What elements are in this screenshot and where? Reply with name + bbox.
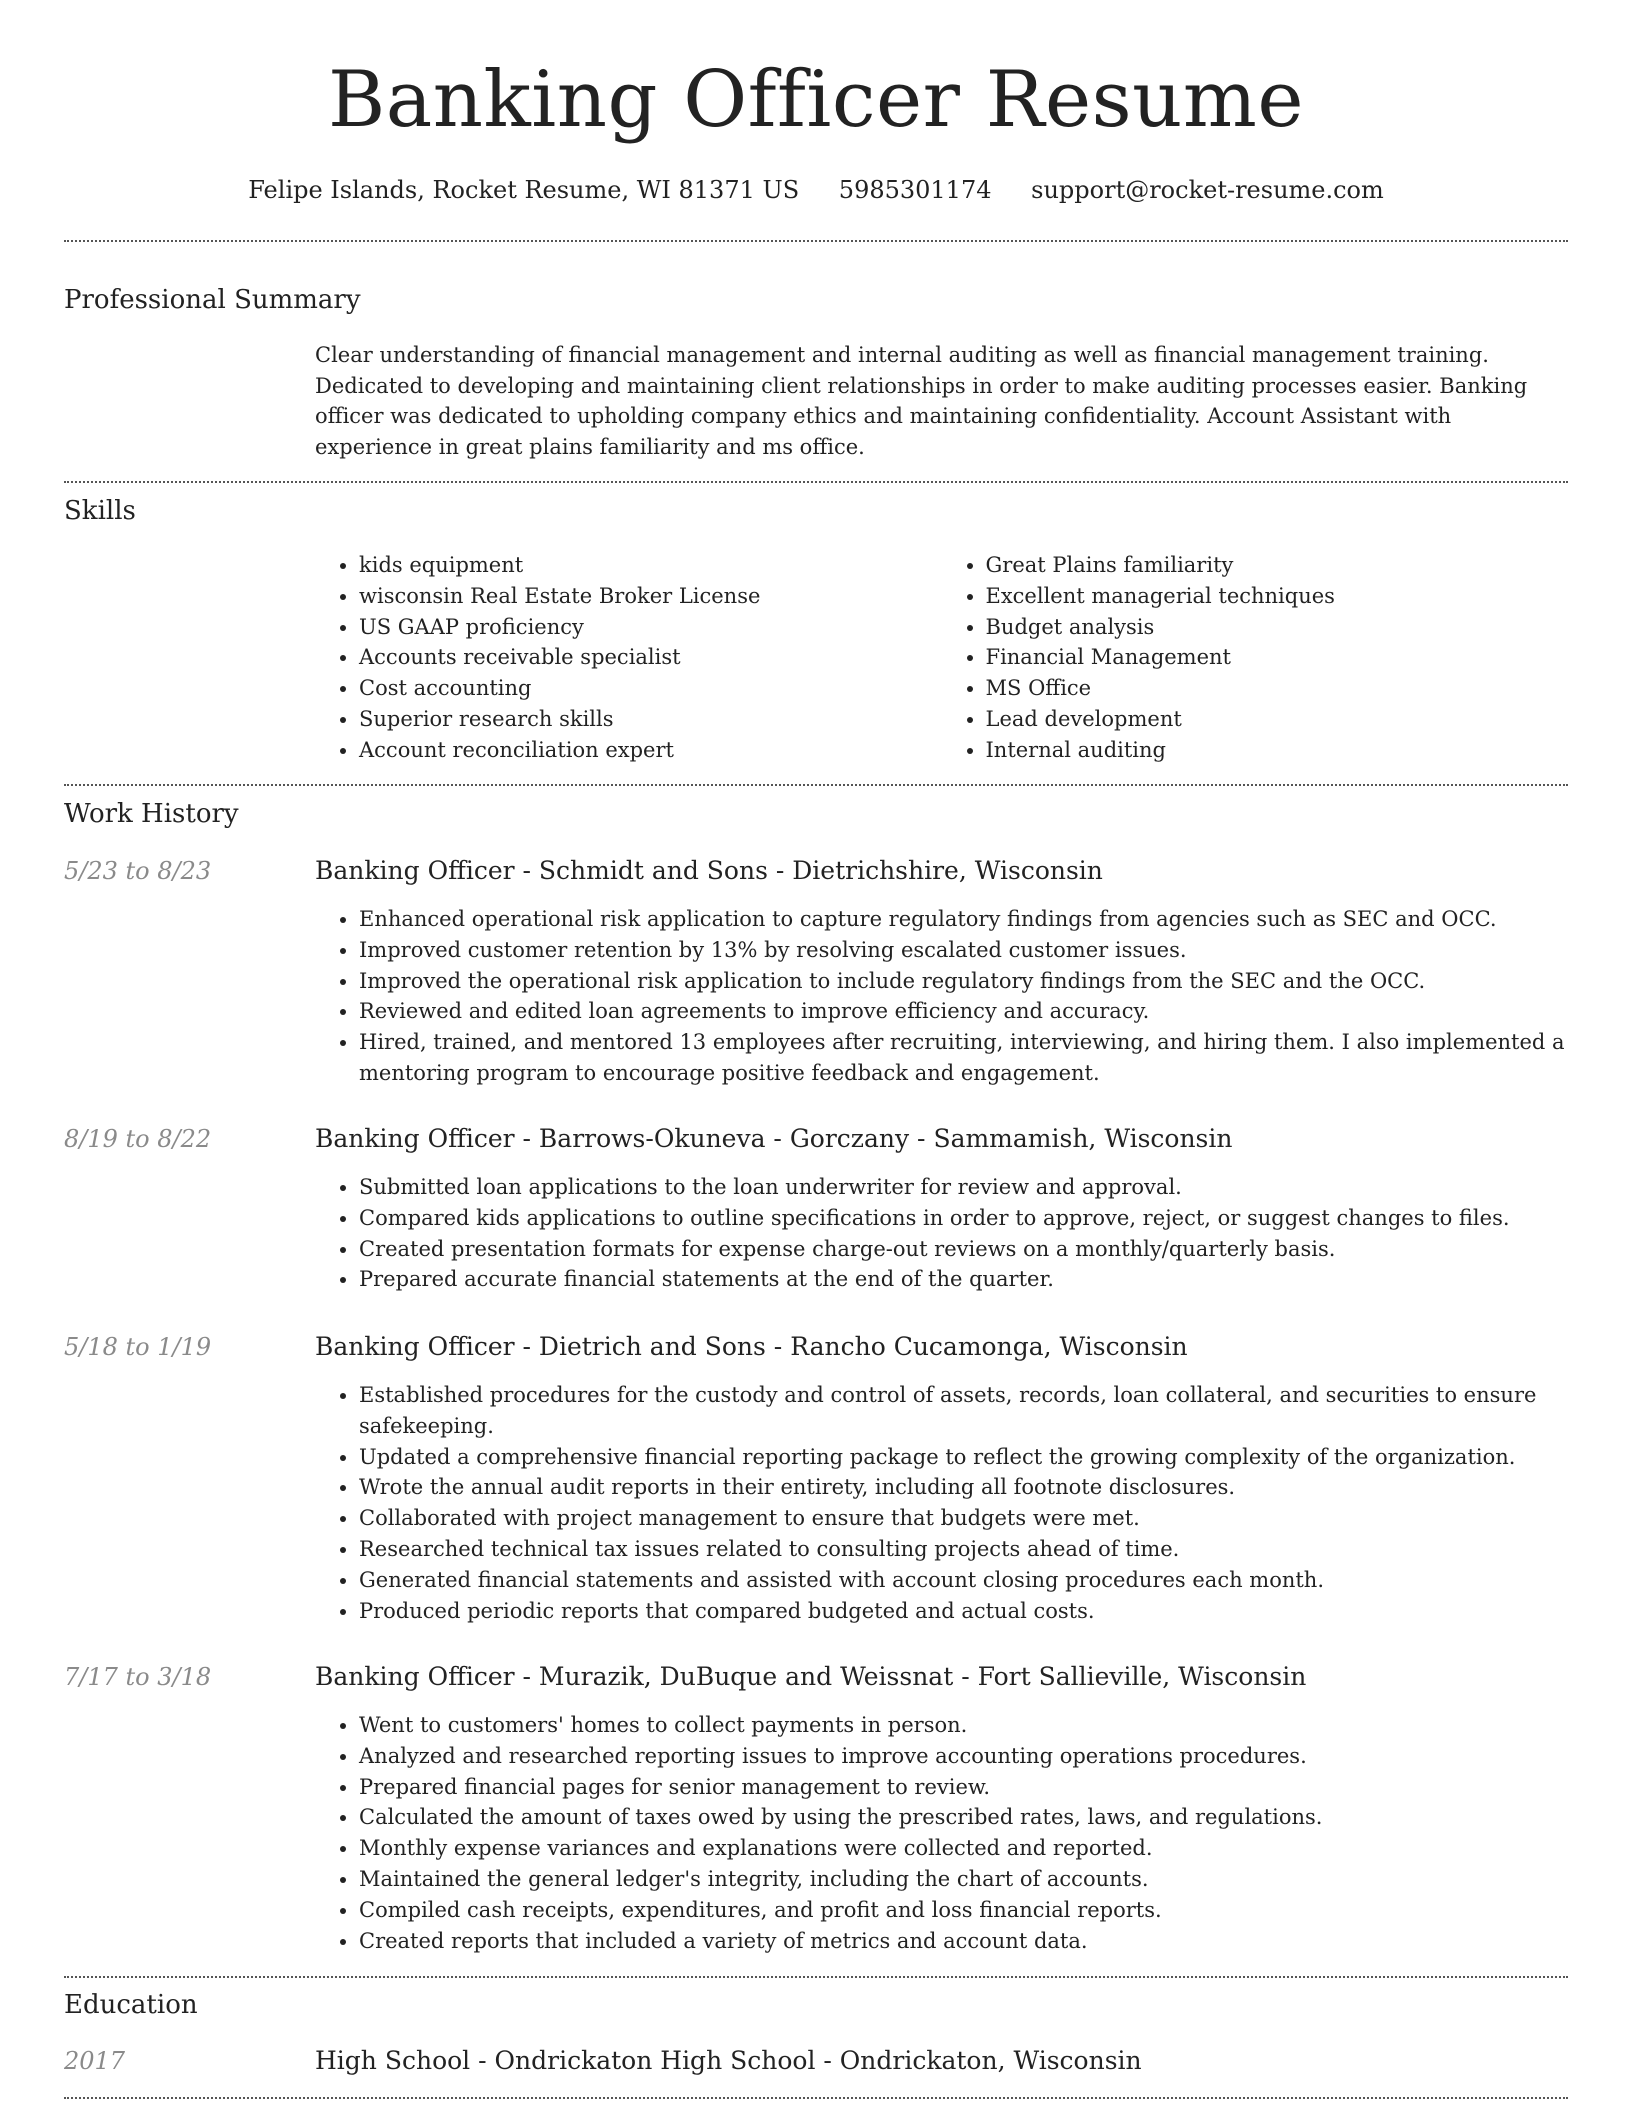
skill-item: • Financial Management xyxy=(986,642,1569,673)
contact-address: Felipe Islands, Rocket Resume, WI 81371 US xyxy=(248,176,800,204)
job-title: Banking Officer - Schmidt and Sons - Dietrichshire, Wisconsin xyxy=(315,856,1103,885)
page-title: Banking Officer Resume xyxy=(327,55,1305,145)
list-item: • Went to customers' homes to collect payments in person. xyxy=(359,1710,1568,1741)
divider xyxy=(64,481,1568,483)
skill-item: • Superior research skills xyxy=(359,704,942,735)
skills-list-left xyxy=(315,550,942,766)
job-date: 8/19 to 8/22 xyxy=(64,1125,212,1153)
list-item: • Generated financial statements and assisted with account closing procedures each month. xyxy=(359,1565,1568,1596)
list-item: • Improved customer retention by 13% by resolving escalated customer issues. xyxy=(359,935,1568,966)
list-item: • Wrote the annual audit reports in their entirety, including all footnote disclosures. xyxy=(359,1472,1568,1503)
skill-item: • Great Plains familiarity xyxy=(986,550,1569,581)
list-item: • Updated a comprehensive financial reporting package to reflect the growing complexity of the organization. xyxy=(359,1442,1568,1473)
list-item: • Prepared accurate financial statements at the end of the quarter. xyxy=(359,1264,1568,1295)
skill-item: • MS Office xyxy=(986,673,1569,704)
skill-item: • wisconsin Real Estate Broker License xyxy=(359,581,942,612)
job-title: Banking Officer - Barrows-Okuneva - Gorczany - Sammamish, Wisconsin xyxy=(315,1124,1233,1153)
list-item: • Improved the operational risk application to include regulatory findings from the SEC and the OCC. xyxy=(359,966,1568,997)
job-title: Banking Officer - Murazik, DuBuque and Weissnat - Fort Sallieville, Wisconsin xyxy=(315,1662,1307,1691)
divider xyxy=(64,2097,1568,2099)
job-date: 7/17 to 3/18 xyxy=(64,1663,212,1691)
list-item: • Submitted loan applications to the loan underwriter for review and approval. xyxy=(359,1172,1568,1203)
skill-item: • kids equipment xyxy=(359,550,942,581)
job-bullets xyxy=(315,1710,1568,1956)
contact-phone: 5985301174 xyxy=(838,176,992,204)
divider xyxy=(64,784,1568,786)
list-item: • Hired, trained, and mentored 13 employees after recruiting, interviewing, and hiring them. I also implemented a mentoring program to encourage positive feedback and engagement. xyxy=(359,1027,1568,1089)
skill-item: • Cost accounting xyxy=(359,673,942,704)
job-bullets xyxy=(315,904,1568,1089)
contact-email: support@rocket-resume.com xyxy=(1031,176,1384,204)
list-item: • Created presentation formats for expense charge-out reviews on a monthly/quarterly basis. xyxy=(359,1234,1568,1265)
education-title: High School - Ondrickaton High School - Ondrickaton, Wisconsin xyxy=(315,2046,1142,2075)
skill-item: • Account reconciliation expert xyxy=(359,735,942,766)
work-heading: Work History xyxy=(64,799,239,829)
skills-heading: Skills xyxy=(64,496,136,526)
list-item: • Calculated the amount of taxes owed by using the prescribed rates, laws, and regulations. xyxy=(359,1802,1568,1833)
list-item: • Collaborated with project management to ensure that budgets were met. xyxy=(359,1503,1568,1534)
skill-item: • Excellent managerial techniques xyxy=(986,581,1569,612)
list-item: • Produced periodic reports that compared budgeted and actual costs. xyxy=(359,1596,1568,1627)
list-item: • Researched technical tax issues related to consulting projects ahead of time. xyxy=(359,1534,1568,1565)
skill-item: • Lead development xyxy=(986,704,1569,735)
list-item: • Enhanced operational risk application to capture regulatory findings from agencies such as SEC and OCC. xyxy=(359,904,1568,935)
list-item: • Compiled cash receipts, expenditures, and profit and loss financial reports. xyxy=(359,1895,1568,1926)
list-item: • Created reports that included a variety of metrics and account data. xyxy=(359,1926,1568,1957)
skill-item: • Internal auditing xyxy=(986,735,1569,766)
contact-line xyxy=(64,170,1568,210)
summary-text: Clear understanding of financial management and internal auditing as well as financial management training. Dedicated to developing and maintaining client relationships in order to make auditing processes easier. Banking officer was dedicated to upholding company ethics and maintaining confidentiality. Account Assistant with experience in great plains familiarity and ms office. xyxy=(315,343,1528,459)
skill-item: • US GAAP proficiency xyxy=(359,612,942,643)
summary-heading: Professional Summary xyxy=(64,285,361,315)
list-item: • Compared kids applications to outline specifications in order to approve, reject, or suggest changes to files. xyxy=(359,1203,1568,1234)
job-bullets xyxy=(315,1172,1568,1295)
skills-list-right xyxy=(942,550,1569,766)
job-bullets xyxy=(315,1380,1568,1626)
list-item: • Monthly expense variances and explanations were collected and reported. xyxy=(359,1833,1568,1864)
list-item: • Prepared financial pages for senior management to review. xyxy=(359,1772,1568,1803)
list-item: • Established procedures for the custody and control of assets, records, loan collateral, and securities to ensure safekeeping. xyxy=(359,1380,1568,1442)
skill-item: • Accounts receivable specialist xyxy=(359,642,942,673)
job-date: 5/23 to 8/23 xyxy=(64,857,212,885)
job-title: Banking Officer - Dietrich and Sons - Rancho Cucamonga, Wisconsin xyxy=(315,1332,1188,1361)
job-date: 5/18 to 1/19 xyxy=(64,1333,212,1361)
skill-item: • Budget analysis xyxy=(986,612,1569,643)
list-item: • Maintained the general ledger's integrity, including the chart of accounts. xyxy=(359,1864,1568,1895)
list-item: • Reviewed and edited loan agreements to improve efficiency and accuracy. xyxy=(359,996,1568,1027)
education-heading: Education xyxy=(64,1990,198,2020)
list-item: • Analyzed and researched reporting issues to improve accounting operations procedures. xyxy=(359,1741,1568,1772)
skills-columns xyxy=(315,550,1568,766)
divider xyxy=(64,240,1568,242)
education-date: 2017 xyxy=(64,2047,126,2075)
divider xyxy=(64,1976,1568,1978)
